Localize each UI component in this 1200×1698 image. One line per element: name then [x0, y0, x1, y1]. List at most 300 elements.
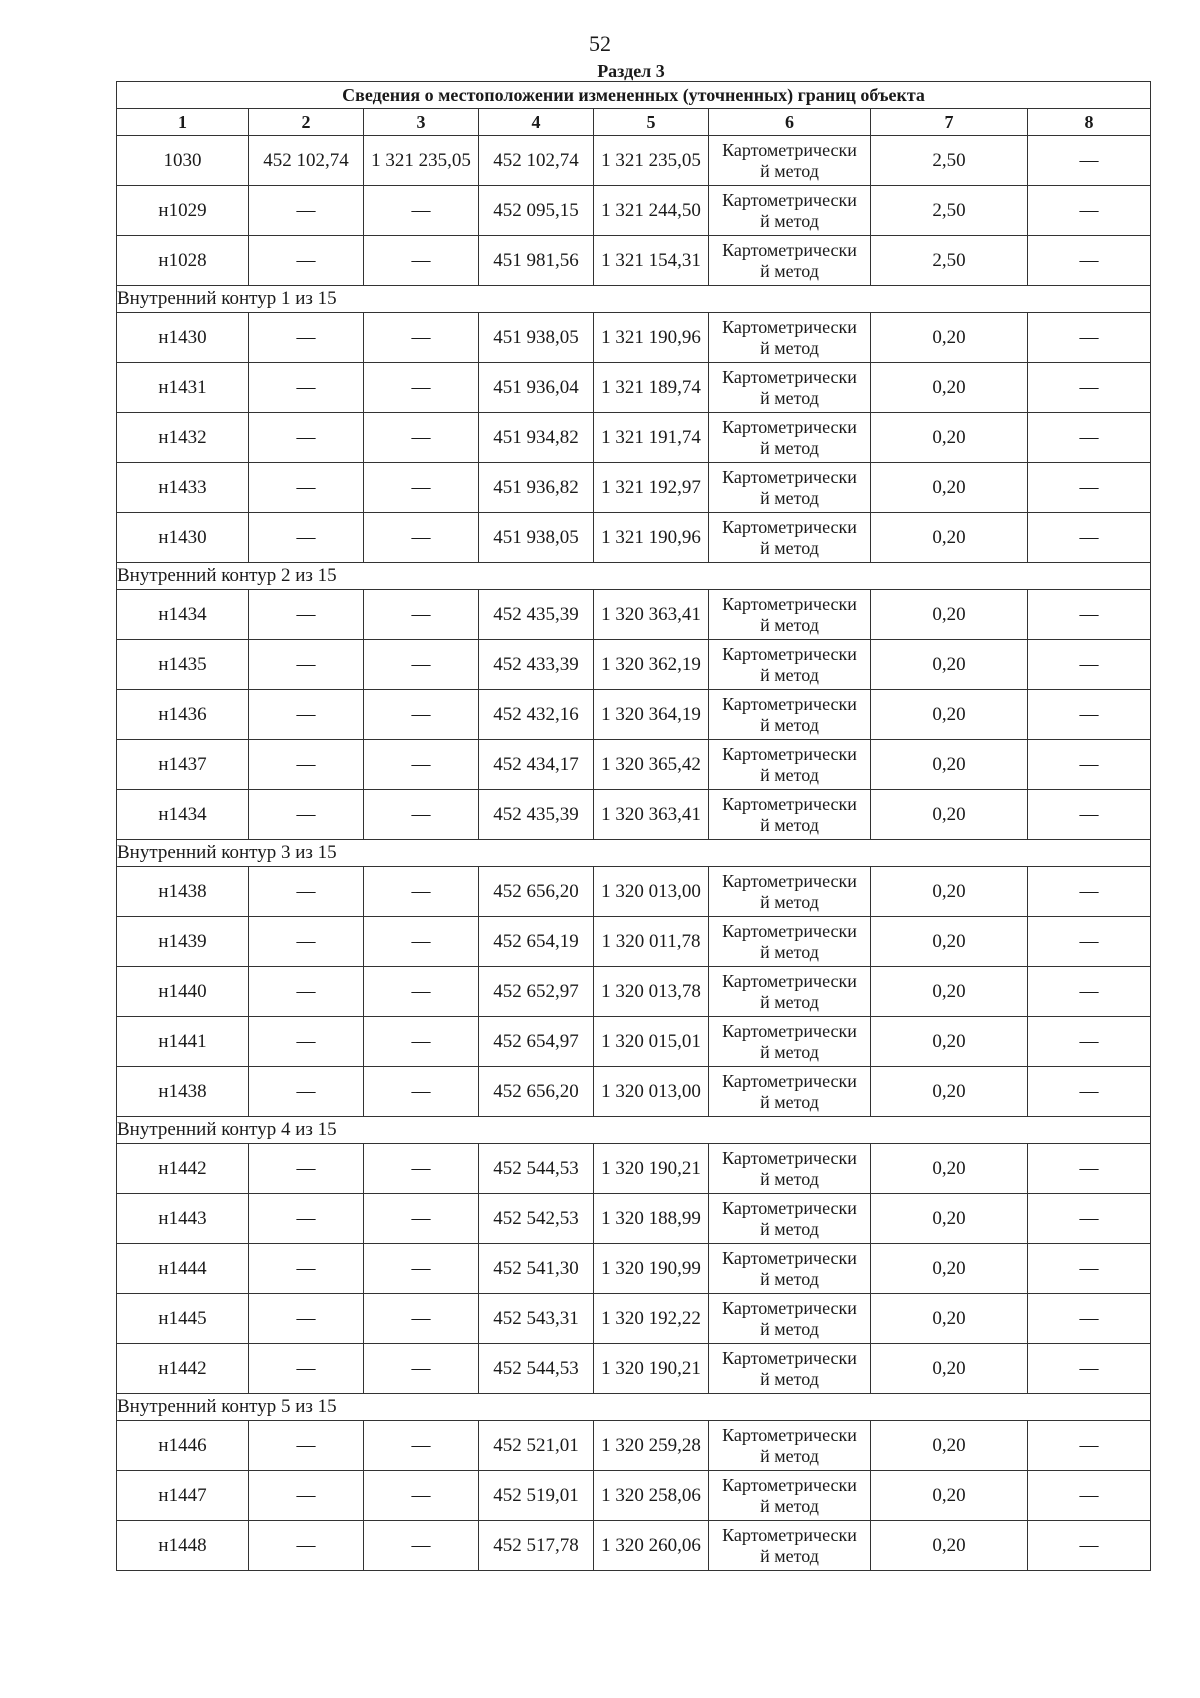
- accuracy-cell: 0,20: [871, 967, 1028, 1017]
- method-cell: [709, 1521, 871, 1571]
- description-cell: —: [1028, 640, 1151, 690]
- new-y-cell: 1 321 190,96: [594, 313, 709, 363]
- table-row: [117, 413, 1151, 463]
- new-x-cell: 452 654,19: [479, 917, 594, 967]
- method-line: й метод: [760, 437, 819, 458]
- new-y-cell: 1 320 192,22: [594, 1294, 709, 1344]
- new-y-cell: 1 320 190,99: [594, 1244, 709, 1294]
- description-cell: —: [1028, 1244, 1151, 1294]
- old-y-cell: —: [364, 867, 479, 917]
- method-cell: [709, 740, 871, 790]
- new-x-cell: 452 432,16: [479, 690, 594, 740]
- table-row: [117, 1194, 1151, 1244]
- accuracy-cell: 2,50: [871, 236, 1028, 286]
- point-number-cell: н1441: [117, 1017, 249, 1067]
- table-title: Сведения о местоположении измененных (уточненных) границ объекта: [117, 82, 1151, 109]
- point-number-cell: н1434: [117, 790, 249, 840]
- old-x-cell: —: [249, 236, 364, 286]
- description-cell: —: [1028, 1421, 1151, 1471]
- old-y-cell: —: [364, 1344, 479, 1394]
- method-cell: [709, 867, 871, 917]
- new-y-cell: 1 321 235,05: [594, 136, 709, 186]
- old-x-cell: —: [249, 186, 364, 236]
- new-y-cell: 1 320 011,78: [594, 917, 709, 967]
- method-line: Картометрически: [722, 239, 857, 260]
- new-x-cell: 452 521,01: [479, 1421, 594, 1471]
- method-line: й метод: [760, 1268, 819, 1289]
- old-x-cell: —: [249, 1144, 364, 1194]
- method-cell: [709, 313, 871, 363]
- new-y-cell: 1 320 013,00: [594, 867, 709, 917]
- old-y-cell: —: [364, 1521, 479, 1571]
- old-x-cell: —: [249, 363, 364, 413]
- table-row: [117, 1421, 1151, 1471]
- new-y-cell: 1 320 190,21: [594, 1344, 709, 1394]
- point-number-cell: н1437: [117, 740, 249, 790]
- method-line: й метод: [760, 260, 819, 281]
- method-line: й метод: [760, 1368, 819, 1389]
- accuracy-cell: 2,50: [871, 186, 1028, 236]
- old-x-cell: —: [249, 1294, 364, 1344]
- point-number-cell: н1445: [117, 1294, 249, 1344]
- contour-label: Внутренний контур 2 из 15: [117, 563, 1151, 590]
- new-y-cell: 1 320 362,19: [594, 640, 709, 690]
- old-y-cell: —: [364, 1471, 479, 1521]
- method-line: й метод: [760, 891, 819, 912]
- method-cell: [709, 1067, 871, 1117]
- table-row: [117, 740, 1151, 790]
- table-row: [117, 313, 1151, 363]
- accuracy-cell: 0,20: [871, 1144, 1028, 1194]
- description-cell: —: [1028, 690, 1151, 740]
- contour-row: [117, 840, 1151, 867]
- table-body: [117, 136, 1151, 1571]
- description-cell: —: [1028, 917, 1151, 967]
- method-line: Картометрически: [722, 1524, 857, 1545]
- old-y-cell: —: [364, 590, 479, 640]
- method-line: Картометрически: [722, 366, 857, 387]
- table-row: [117, 1144, 1151, 1194]
- method-line: Картометрически: [722, 793, 857, 814]
- method-line: Картометрически: [722, 189, 857, 210]
- section-title: Раздел 3: [597, 61, 665, 81]
- accuracy-cell: 0,20: [871, 363, 1028, 413]
- description-cell: —: [1028, 740, 1151, 790]
- description-cell: —: [1028, 513, 1151, 563]
- old-x-cell: —: [249, 867, 364, 917]
- new-x-cell: 452 435,39: [479, 790, 594, 840]
- method-line: й метод: [760, 487, 819, 508]
- new-y-cell: 1 320 190,21: [594, 1144, 709, 1194]
- point-number-cell: н1438: [117, 867, 249, 917]
- table-row: [117, 186, 1151, 236]
- new-x-cell: 452 542,53: [479, 1194, 594, 1244]
- accuracy-cell: 0,20: [871, 1017, 1028, 1067]
- description-cell: —: [1028, 1294, 1151, 1344]
- description-cell: —: [1028, 1521, 1151, 1571]
- contour-row: [117, 286, 1151, 313]
- old-x-cell: —: [249, 967, 364, 1017]
- old-x-cell: —: [249, 413, 364, 463]
- method-cell: [709, 690, 871, 740]
- contour-label: Внутренний контур 4 из 15: [117, 1117, 1151, 1144]
- method-cell: [709, 1244, 871, 1294]
- contour-row: [117, 563, 1151, 590]
- method-cell: [709, 186, 871, 236]
- new-x-cell: 452 652,97: [479, 967, 594, 1017]
- contour-label: Внутренний контур 1 из 15: [117, 286, 1151, 313]
- table-row: [117, 1521, 1151, 1571]
- method-line: Картометрически: [722, 1070, 857, 1091]
- table-row: [117, 640, 1151, 690]
- new-x-cell: 452 517,78: [479, 1521, 594, 1571]
- method-line: Картометрически: [722, 139, 857, 160]
- new-x-cell: 451 936,82: [479, 463, 594, 513]
- method-line: й метод: [760, 387, 819, 408]
- method-line: й метод: [760, 664, 819, 685]
- old-y-cell: —: [364, 313, 479, 363]
- column-number: 2: [249, 109, 364, 136]
- old-y-cell: —: [364, 967, 479, 1017]
- old-y-cell: —: [364, 1421, 479, 1471]
- point-number-cell: н1028: [117, 236, 249, 286]
- method-cell: [709, 1421, 871, 1471]
- method-line: Картометрически: [722, 316, 857, 337]
- old-y-cell: —: [364, 790, 479, 840]
- old-x-cell: —: [249, 640, 364, 690]
- point-number-cell: н1448: [117, 1521, 249, 1571]
- column-number: 5: [594, 109, 709, 136]
- method-cell: [709, 917, 871, 967]
- description-cell: —: [1028, 967, 1151, 1017]
- method-cell: [709, 1294, 871, 1344]
- old-y-cell: —: [364, 1244, 479, 1294]
- old-y-cell: —: [364, 413, 479, 463]
- column-number: 6: [709, 109, 871, 136]
- new-y-cell: 1 321 190,96: [594, 513, 709, 563]
- old-x-cell: —: [249, 740, 364, 790]
- new-y-cell: 1 320 260,06: [594, 1521, 709, 1571]
- point-number-cell: н1432: [117, 413, 249, 463]
- old-y-cell: —: [364, 463, 479, 513]
- old-x-cell: —: [249, 1067, 364, 1117]
- new-y-cell: 1 320 258,06: [594, 1471, 709, 1521]
- accuracy-cell: 0,20: [871, 1521, 1028, 1571]
- old-x-cell: —: [249, 463, 364, 513]
- page-number: 52: [589, 31, 611, 56]
- old-y-cell: —: [364, 363, 479, 413]
- method-cell: [709, 1344, 871, 1394]
- old-x-cell: —: [249, 917, 364, 967]
- point-number-cell: н1430: [117, 513, 249, 563]
- method-line: Картометрически: [722, 1197, 857, 1218]
- new-x-cell: 452 433,39: [479, 640, 594, 690]
- accuracy-cell: 0,20: [871, 313, 1028, 363]
- old-x-cell: —: [249, 1421, 364, 1471]
- method-cell: [709, 1144, 871, 1194]
- description-cell: —: [1028, 186, 1151, 236]
- method-line: Картометрически: [722, 643, 857, 664]
- method-line: й метод: [760, 1495, 819, 1516]
- method-line: й метод: [760, 210, 819, 231]
- table-row: [117, 136, 1151, 186]
- method-cell: [709, 967, 871, 1017]
- method-line: Картометрически: [722, 870, 857, 891]
- old-y-cell: —: [364, 513, 479, 563]
- table-row: [117, 1344, 1151, 1394]
- new-x-cell: 452 656,20: [479, 867, 594, 917]
- method-line: й метод: [760, 714, 819, 735]
- method-cell: [709, 463, 871, 513]
- accuracy-cell: 0,20: [871, 640, 1028, 690]
- method-line: й метод: [760, 537, 819, 558]
- new-x-cell: 452 541,30: [479, 1244, 594, 1294]
- old-y-cell: —: [364, 1144, 479, 1194]
- old-x-cell: —: [249, 1244, 364, 1294]
- point-number-cell: н1447: [117, 1471, 249, 1521]
- new-x-cell: 452 654,97: [479, 1017, 594, 1067]
- new-y-cell: 1 321 154,31: [594, 236, 709, 286]
- method-line: Картометрически: [722, 516, 857, 537]
- new-x-cell: 452 656,20: [479, 1067, 594, 1117]
- method-line: Картометрически: [722, 970, 857, 991]
- old-y-cell: —: [364, 640, 479, 690]
- description-cell: —: [1028, 590, 1151, 640]
- new-y-cell: 1 321 244,50: [594, 186, 709, 236]
- old-x-cell: —: [249, 1017, 364, 1067]
- old-x-cell: —: [249, 690, 364, 740]
- new-y-cell: 1 320 188,99: [594, 1194, 709, 1244]
- method-cell: [709, 236, 871, 286]
- method-line: Картометрически: [722, 1147, 857, 1168]
- accuracy-cell: 0,20: [871, 790, 1028, 840]
- point-number-cell: н1443: [117, 1194, 249, 1244]
- description-cell: —: [1028, 313, 1151, 363]
- new-y-cell: 1 320 364,19: [594, 690, 709, 740]
- old-y-cell: —: [364, 1194, 479, 1244]
- description-cell: —: [1028, 1471, 1151, 1521]
- method-line: Картометрически: [722, 1247, 857, 1268]
- new-x-cell: 452 102,74: [479, 136, 594, 186]
- description-cell: —: [1028, 867, 1151, 917]
- table-row: [117, 236, 1151, 286]
- table-row: [117, 790, 1151, 840]
- table-row: [117, 1017, 1151, 1067]
- method-cell: [709, 363, 871, 413]
- accuracy-cell: 0,20: [871, 1471, 1028, 1521]
- accuracy-cell: 0,20: [871, 917, 1028, 967]
- column-number: 4: [479, 109, 594, 136]
- old-y-cell: —: [364, 1017, 479, 1067]
- new-y-cell: 1 320 013,00: [594, 1067, 709, 1117]
- point-number-cell: н1029: [117, 186, 249, 236]
- new-x-cell: 451 981,56: [479, 236, 594, 286]
- method-line: Картометрически: [722, 743, 857, 764]
- new-y-cell: 1 320 363,41: [594, 590, 709, 640]
- contour-row: [117, 1117, 1151, 1144]
- method-line: й метод: [760, 941, 819, 962]
- point-number-cell: н1434: [117, 590, 249, 640]
- old-y-cell: —: [364, 1294, 479, 1344]
- accuracy-cell: 0,20: [871, 590, 1028, 640]
- accuracy-cell: 0,20: [871, 740, 1028, 790]
- method-cell: [709, 640, 871, 690]
- method-line: й метод: [760, 991, 819, 1012]
- old-y-cell: —: [364, 690, 479, 740]
- method-line: й метод: [760, 1545, 819, 1566]
- table-row: [117, 1294, 1151, 1344]
- table-row: [117, 363, 1151, 413]
- column-number-row: [117, 109, 1151, 136]
- contour-label: Внутренний контур 3 из 15: [117, 840, 1151, 867]
- method-cell: [709, 790, 871, 840]
- new-y-cell: 1 320 259,28: [594, 1421, 709, 1471]
- method-line: Картометрически: [722, 693, 857, 714]
- new-x-cell: 452 434,17: [479, 740, 594, 790]
- method-line: Картометрически: [722, 1020, 857, 1041]
- accuracy-cell: 0,20: [871, 413, 1028, 463]
- old-y-cell: —: [364, 917, 479, 967]
- old-x-cell: —: [249, 1194, 364, 1244]
- method-line: Картометрически: [722, 1474, 857, 1495]
- old-x-cell: —: [249, 313, 364, 363]
- old-y-cell: —: [364, 236, 479, 286]
- table-row: [117, 1067, 1151, 1117]
- point-number-cell: н1440: [117, 967, 249, 1017]
- description-cell: —: [1028, 413, 1151, 463]
- old-x-cell: —: [249, 1521, 364, 1571]
- method-line: Картометрически: [722, 593, 857, 614]
- new-y-cell: 1 321 191,74: [594, 413, 709, 463]
- method-cell: [709, 413, 871, 463]
- point-number-cell: 1030: [117, 136, 249, 186]
- old-x-cell: —: [249, 513, 364, 563]
- new-x-cell: 452 544,53: [479, 1344, 594, 1394]
- description-cell: —: [1028, 1144, 1151, 1194]
- point-number-cell: н1431: [117, 363, 249, 413]
- method-line: й метод: [760, 1318, 819, 1339]
- column-number: 8: [1028, 109, 1151, 136]
- new-y-cell: 1 321 189,74: [594, 363, 709, 413]
- point-number-cell: н1442: [117, 1144, 249, 1194]
- method-line: Картометрически: [722, 1297, 857, 1318]
- accuracy-cell: 0,20: [871, 1294, 1028, 1344]
- old-x-cell: —: [249, 790, 364, 840]
- old-y-cell: —: [364, 1067, 479, 1117]
- method-line: й метод: [760, 1218, 819, 1239]
- description-cell: —: [1028, 136, 1151, 186]
- point-number-cell: н1442: [117, 1344, 249, 1394]
- new-x-cell: 452 544,53: [479, 1144, 594, 1194]
- accuracy-cell: 0,20: [871, 1344, 1028, 1394]
- description-cell: —: [1028, 1067, 1151, 1117]
- accuracy-cell: 0,20: [871, 1067, 1028, 1117]
- accuracy-cell: 0,20: [871, 1244, 1028, 1294]
- method-line: Картометрически: [722, 416, 857, 437]
- method-cell: [709, 1471, 871, 1521]
- method-line: й метод: [760, 1041, 819, 1062]
- new-x-cell: 452 095,15: [479, 186, 594, 236]
- accuracy-cell: 0,20: [871, 1194, 1028, 1244]
- method-cell: [709, 1017, 871, 1067]
- point-number-cell: н1444: [117, 1244, 249, 1294]
- new-y-cell: 1 320 363,41: [594, 790, 709, 840]
- table-row: [117, 690, 1151, 740]
- coordinates-table: [116, 81, 1151, 1571]
- old-x-cell: —: [249, 1344, 364, 1394]
- column-number: 7: [871, 109, 1028, 136]
- description-cell: —: [1028, 463, 1151, 513]
- new-y-cell: 1 320 013,78: [594, 967, 709, 1017]
- column-number: 3: [364, 109, 479, 136]
- accuracy-cell: 0,20: [871, 513, 1028, 563]
- point-number-cell: н1433: [117, 463, 249, 513]
- table-row: [117, 867, 1151, 917]
- method-line: й метод: [760, 614, 819, 635]
- table-row: [117, 967, 1151, 1017]
- new-x-cell: 451 938,05: [479, 313, 594, 363]
- accuracy-cell: 2,50: [871, 136, 1028, 186]
- old-y-cell: 1 321 235,05: [364, 136, 479, 186]
- table-row: [117, 917, 1151, 967]
- description-cell: —: [1028, 363, 1151, 413]
- method-line: й метод: [760, 1091, 819, 1112]
- method-line: й метод: [760, 814, 819, 835]
- table-row: [117, 590, 1151, 640]
- point-number-cell: н1438: [117, 1067, 249, 1117]
- method-line: й метод: [760, 1445, 819, 1466]
- method-line: й метод: [760, 337, 819, 358]
- method-line: Картометрически: [722, 920, 857, 941]
- new-y-cell: 1 320 365,42: [594, 740, 709, 790]
- description-cell: —: [1028, 1344, 1151, 1394]
- new-y-cell: 1 321 192,97: [594, 463, 709, 513]
- description-cell: —: [1028, 1194, 1151, 1244]
- table-row: [117, 1471, 1151, 1521]
- new-x-cell: 452 519,01: [479, 1471, 594, 1521]
- point-number-cell: н1436: [117, 690, 249, 740]
- contour-row: [117, 1394, 1151, 1421]
- description-cell: —: [1028, 1017, 1151, 1067]
- new-x-cell: 451 938,05: [479, 513, 594, 563]
- point-number-cell: н1430: [117, 313, 249, 363]
- contour-label: Внутренний контур 5 из 15: [117, 1394, 1151, 1421]
- method-line: Картометрически: [722, 1347, 857, 1368]
- method-cell: [709, 1194, 871, 1244]
- old-x-cell: 452 102,74: [249, 136, 364, 186]
- new-x-cell: 452 543,31: [479, 1294, 594, 1344]
- table-row: [117, 513, 1151, 563]
- new-y-cell: 1 320 015,01: [594, 1017, 709, 1067]
- table-row: [117, 463, 1151, 513]
- old-x-cell: —: [249, 1471, 364, 1521]
- old-x-cell: —: [249, 590, 364, 640]
- accuracy-cell: 0,20: [871, 463, 1028, 513]
- method-line: й метод: [760, 1168, 819, 1189]
- method-line: й метод: [760, 160, 819, 181]
- point-number-cell: н1435: [117, 640, 249, 690]
- table-row: [117, 1244, 1151, 1294]
- method-cell: [709, 513, 871, 563]
- column-number: 1: [117, 109, 249, 136]
- description-cell: —: [1028, 790, 1151, 840]
- method-line: й метод: [760, 764, 819, 785]
- accuracy-cell: 0,20: [871, 690, 1028, 740]
- method-line: Картометрически: [722, 1424, 857, 1445]
- method-cell: [709, 136, 871, 186]
- accuracy-cell: 0,20: [871, 867, 1028, 917]
- description-cell: —: [1028, 236, 1151, 286]
